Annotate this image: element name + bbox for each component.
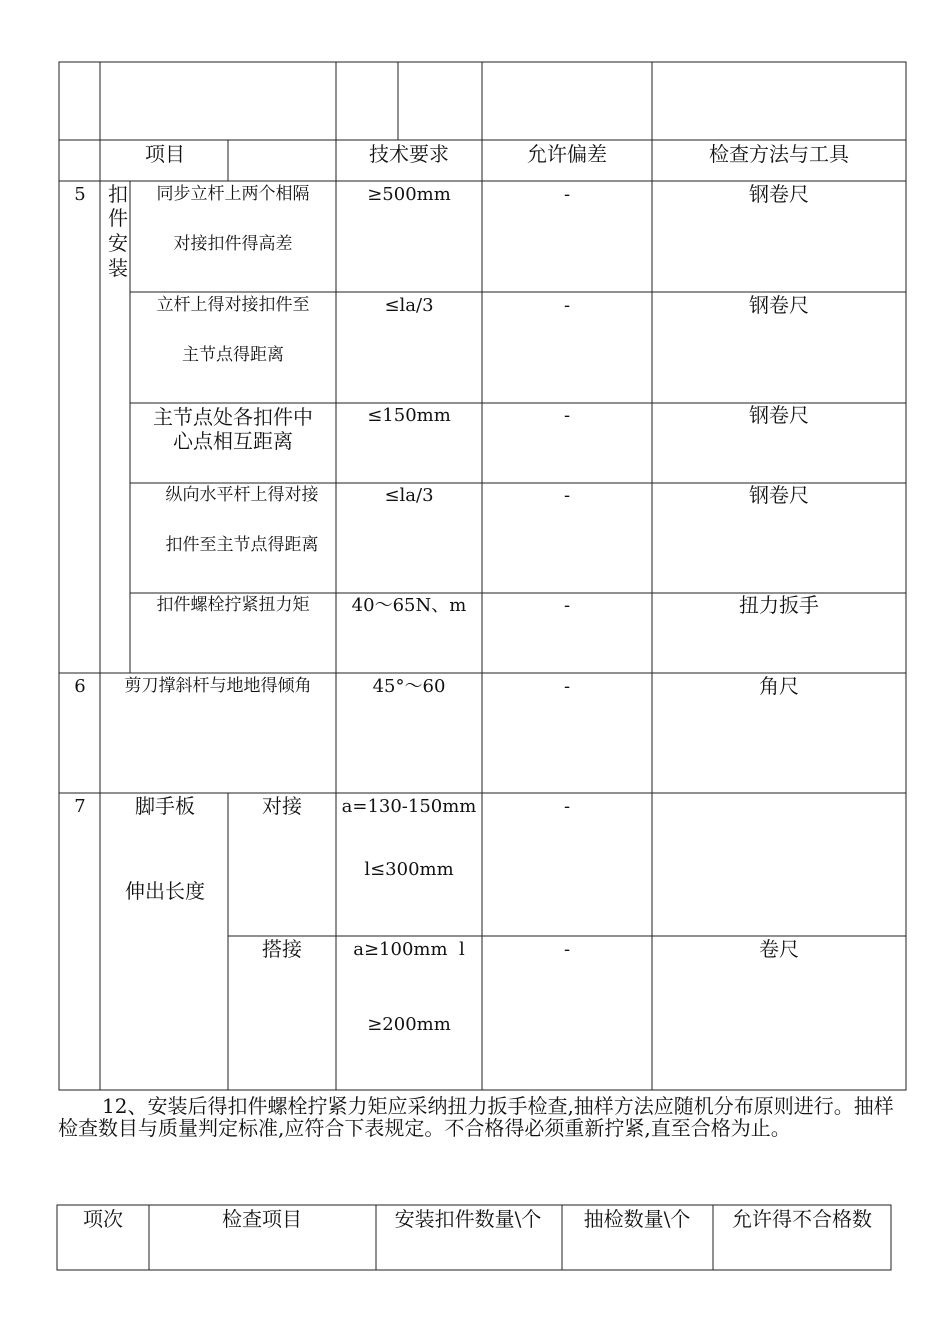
row5-item2-tech: ≤la/3	[384, 295, 434, 316]
row5-item3-line1: 主节点处各扣件中	[153, 405, 313, 429]
row5-item1-line1: 同步立杆上两个相隔	[156, 184, 310, 204]
row5-item5-method: 扭力扳手	[739, 593, 819, 617]
row5-item1-deviation: -	[563, 184, 571, 205]
row7-sub1-tech-line1: a=130-150mm	[341, 796, 477, 817]
row5-item3-deviation: -	[563, 405, 571, 426]
row6-item: 剪刀撑斜杆与地地得倾角	[124, 676, 312, 696]
row5-number: 5	[74, 184, 86, 205]
row5-group-char: 装	[108, 256, 128, 280]
row5-item4-tech: ≤la/3	[384, 485, 434, 506]
table2-header-no: 项次	[83, 1207, 123, 1231]
row5-item1-method: 钢卷尺	[749, 182, 809, 206]
row6-number: 6	[74, 676, 86, 697]
row5-item1-line2: 对接扣件得高差	[173, 234, 293, 254]
row6-tech: 45°～60	[372, 676, 446, 697]
row5-item5-tech: 40～65N、m	[351, 595, 467, 616]
row7-item-line2: 伸出长度	[125, 879, 205, 903]
row5-item2-method: 钢卷尺	[749, 293, 809, 317]
table2-header-allowed: 允许得不合格数	[732, 1207, 872, 1231]
table2-header-sampled: 抽检数量\个	[583, 1207, 691, 1231]
row5-group-char: 件	[108, 206, 128, 230]
row5-item5-line1: 扣件螺栓拧紧扭力矩	[156, 595, 310, 615]
row5-item2-line1: 立杆上得对接扣件至	[156, 295, 310, 315]
table2-header-item: 检查项目	[222, 1207, 302, 1231]
row5-item2-line2: 主节点得距离	[182, 345, 284, 365]
row6-deviation: -	[563, 676, 571, 697]
header-tech: 技术要求	[369, 142, 449, 166]
row5-item4-line1: 纵向水平杆上得对接	[165, 485, 319, 505]
row5-item3-tech: ≤150mm	[367, 405, 451, 426]
header-item: 项目	[145, 142, 185, 166]
row7-sub1-name: 对接	[262, 794, 302, 818]
row5-item4-deviation: -	[563, 485, 571, 506]
row5-item1-tech: ≥500mm	[367, 184, 451, 205]
table2-header-installed: 安装扣件数量\个	[394, 1207, 542, 1231]
row7-sub2-tech-line1: a≥100mm l	[353, 939, 465, 960]
row7-sub2-name: 搭接	[262, 937, 302, 961]
header-method: 检查方法与工具	[709, 142, 849, 166]
row6-method: 角尺	[759, 674, 799, 698]
row5-item5-deviation: -	[563, 595, 571, 616]
row5-item4-method: 钢卷尺	[749, 483, 809, 507]
row7-sub2-deviation: -	[563, 939, 571, 960]
row5-item3-line2: 心点相互距离	[173, 429, 293, 453]
row7-sub2-method: 卷尺	[759, 937, 799, 961]
row5-group-char: 安	[108, 231, 128, 255]
body-paragraph: 12、安装后得扣件螺栓拧紧力矩应采纳扭力扳手检查,抽样方法应随机分布原则进行。抽样检查数目与质量判定标准,应符合下表规定。不合格得必须重新拧紧,直至合格为止。	[58, 1094, 894, 1140]
row7-sub2-tech-line2: ≥200mm	[367, 1014, 451, 1035]
row7-sub1-tech-line2: l≤300mm	[364, 859, 454, 880]
row5-item3-method: 钢卷尺	[749, 403, 809, 427]
row7-number: 7	[74, 796, 86, 817]
row5-group-char: 扣	[108, 182, 128, 206]
row5-item4-line2: 扣件至主节点得距离	[165, 535, 319, 555]
row5-item2-deviation: -	[563, 295, 571, 316]
row7-sub1-deviation: -	[563, 796, 571, 817]
row7-item-line1: 脚手板	[135, 794, 195, 818]
header-deviation: 允许偏差	[527, 142, 607, 166]
